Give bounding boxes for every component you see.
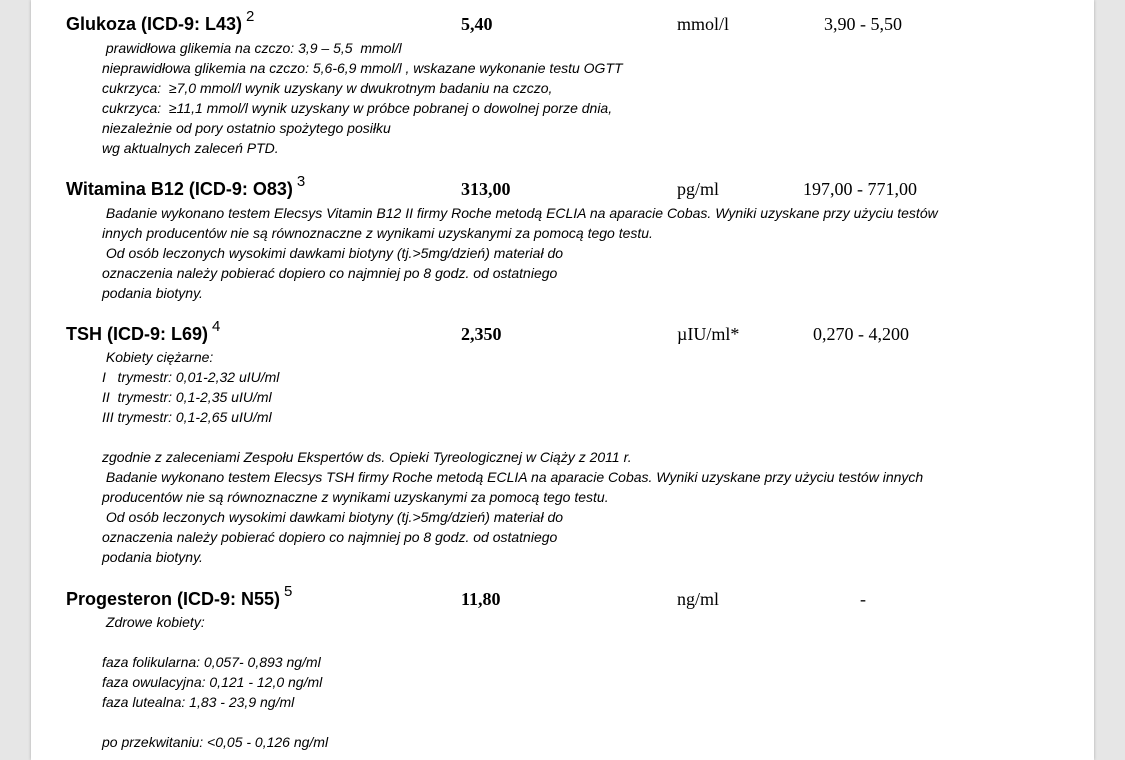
result-value-glukoza: 5,40	[461, 14, 493, 34]
test-name-progesteron: Progesteron (ICD-9: N55) $^5$	[66, 583, 293, 609]
notes-witamina-b12	[102, 203, 938, 303]
note-line: nieprawidłowa glikemia na czczo: 5,6-6,9 mmol/l , wskazane wykonanie testu OGTT	[102, 60, 623, 76]
note-line: podania biotyny.	[102, 549, 203, 565]
note-line: Badanie wykonano testem Elecsys Vitamin B12 II firmy Roche metodą ECLIA na aparacie Cobas. Wyniki uzyskane przy użyciu testów	[102, 205, 938, 221]
footnote-marker: 5	[284, 583, 293, 600]
note-line: III trymestr: 0,1-2,65 uIU/ml	[102, 409, 272, 425]
note-line: faza lutealna: 1,83 - 23,9 ng/ml	[102, 694, 295, 710]
note-line	[102, 427, 923, 447]
result-value-witamina-b12: 313,00	[461, 179, 511, 199]
note-line: po przekwitaniu: <0,05 - 0,126 ng/ml	[102, 734, 329, 750]
reference-range-witamina-b12: 197,00 - 771,00	[803, 179, 917, 199]
note-line: zgodnie z zaleceniami Zespołu Ekspertów ds. Opieki Tyreologicznej w Ciąży z 2011 r.	[102, 449, 632, 465]
note-line: niezależnie od pory ostatnio spożytego posiłku	[102, 120, 391, 136]
note-line: I trymestr: 0,01-2,32 uIU/ml	[102, 369, 280, 385]
note-line: faza owulacyjna: 0,121 - 12,0 ng/ml	[102, 674, 323, 690]
footnote-marker: 2	[246, 8, 255, 25]
note-line: podania biotyny.	[102, 285, 203, 301]
result-value-progesteron: 11,80	[461, 589, 501, 609]
note-line: oznaczenia należy pobierać dopiero co najmniej po 8 godz. od ostatniego	[102, 265, 558, 281]
note-line: Badanie wykonano testem Elecsys TSH firmy Roche metodą ECLIA na aparacie Cobas. Wyniki uzyskane przy użyciu testów innych	[102, 469, 924, 485]
result-unit-tsh: µIU/ml*	[677, 324, 740, 344]
note-line: innych producentów nie są równoznaczne z wynikami uzyskanymi za pomocą tego testu.	[102, 225, 653, 241]
lab-results-page	[31, 0, 1094, 760]
note-line: Od osób leczonych wysokimi dawkami biotyny (tj.>5mg/dzień) materiał do	[102, 245, 564, 261]
notes-tsh	[102, 347, 923, 567]
note-line: cukrzyca: ≥11,1 mmol/l wynik uzyskany w próbce pobranej o dowolnej porze dnia,	[102, 100, 613, 116]
notes-progesteron	[102, 612, 328, 752]
note-line: wg aktualnych zaleceń PTD.	[102, 140, 279, 156]
test-name-tsh: TSH (ICD-9: L69) $^4$	[66, 318, 221, 344]
note-line: II trymestr: 0,1-2,35 uIU/ml	[102, 389, 272, 405]
note-line: Zdrowe kobiety:	[102, 614, 205, 630]
note-line	[102, 632, 328, 652]
test-name-witamina-b12: Witamina B12 (ICD-9: O83) $^3$	[66, 173, 306, 199]
result-unit-glukoza: mmol/l	[677, 14, 730, 34]
result-unit-progesteron: ng/ml	[677, 589, 720, 609]
footnote-marker: 4	[212, 318, 221, 335]
note-line: faza folikularna: 0,057- 0,893 ng/ml	[102, 654, 321, 670]
note-line: Od osób leczonych wysokimi dawkami biotyny (tj.>5mg/dzień) materiał do	[102, 509, 564, 525]
notes-glukoza	[102, 38, 623, 158]
reference-range-glukoza: 3,90 - 5,50	[824, 14, 902, 34]
note-line: producentów nie są równoznaczne z wynikami uzyskanymi za pomocą tego testu.	[102, 489, 609, 505]
note-line: prawidłowa glikemia na czczo: 3,9 – 5,5 mmol/l	[102, 40, 402, 56]
reference-range-tsh: 0,270 - 4,200	[813, 324, 909, 344]
note-line: Kobiety ciężarne:	[102, 349, 214, 365]
reference-range-progesteron: -	[860, 589, 866, 609]
test-name-glukoza: Glukoza (ICD-9: L43) $^2$	[66, 8, 255, 34]
result-value-tsh: 2,350	[461, 324, 502, 344]
note-line	[102, 712, 328, 732]
footnote-marker: 3	[296, 173, 306, 190]
note-line: oznaczenia należy pobierać dopiero co najmniej po 8 godz. od ostatniego	[102, 529, 558, 545]
result-unit-witamina-b12: pg/ml	[677, 179, 720, 199]
note-line: cukrzyca: ≥7,0 mmol/l wynik uzyskany w dwukrotnym badaniu na czczo,	[102, 80, 553, 96]
